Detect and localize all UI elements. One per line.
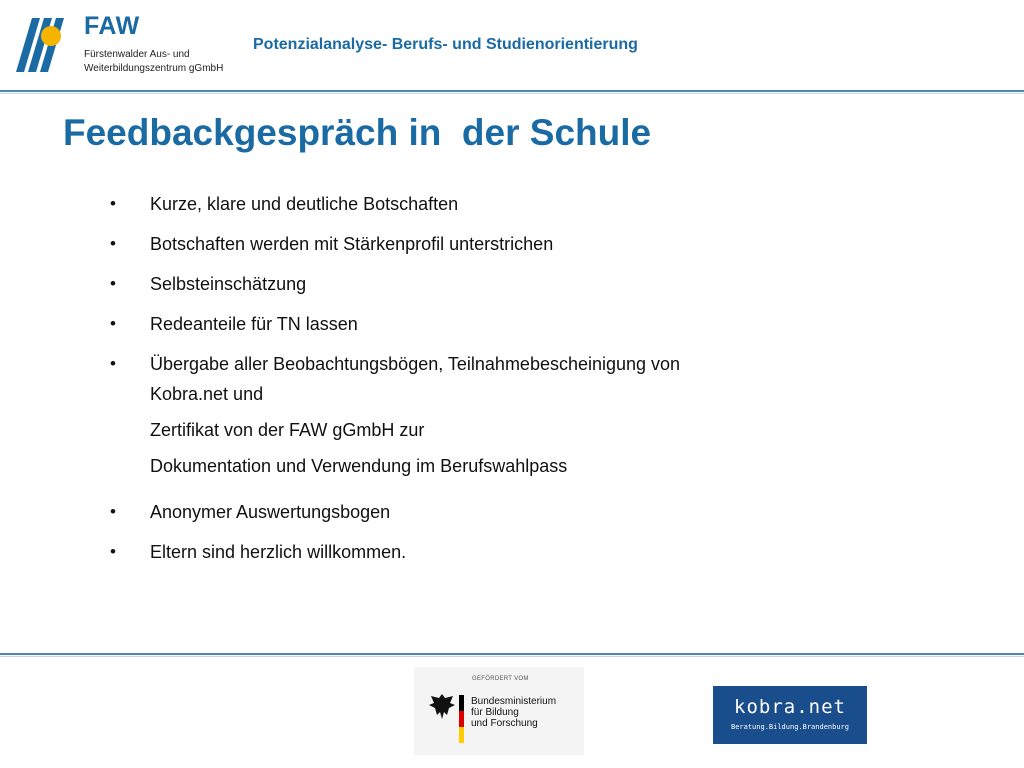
bullet-line: Übergabe aller Beobachtungsbögen, Teilnahmebescheinigung von [150, 354, 681, 374]
slide-title: Feedbackgespräch in der Schule [63, 112, 652, 153]
bullet-line: Kobra.net und [150, 384, 264, 404]
bullet-item [108, 540, 788, 564]
bullet-item [108, 232, 788, 256]
funded-by-label: GEFÖRDERT VOM [472, 676, 529, 682]
bullet-dot: • [110, 274, 116, 293]
logo-subtitle [84, 48, 223, 76]
kobra-tagline: Beratung.Bildung.Brandenburg [730, 723, 849, 731]
bullet-list [108, 192, 788, 580]
slide-header [0, 0, 1024, 90]
bullet-item [108, 312, 788, 336]
bullet-dot: • [110, 314, 116, 333]
bullet-line: Dokumentation und Verwendung im Berufswahlpass [150, 456, 568, 476]
bmbf-line-3: und Forschung [471, 718, 538, 729]
bullet-line: Zertifikat von der FAW gGmbH zur [150, 420, 425, 440]
footer-divider [0, 653, 1024, 655]
bullet-dot: • [110, 542, 116, 561]
header-divider-thin [0, 93, 1024, 94]
logo-sub-line-2: Weiterbildungszentrum gGmbH [84, 63, 224, 74]
bullet-text: Selbsteinschätzung [150, 274, 307, 294]
faw-logo-icon [16, 18, 71, 72]
bullet-text: Redeanteile für TN lassen [150, 314, 358, 334]
bmbf-line-1: Bundesministerium [471, 696, 557, 707]
header-title: Potenzialanalyse- Berufs- und Studienorientierung [253, 36, 638, 53]
federal-eagle-icon [428, 691, 456, 721]
bullet-text: Kurze, klare und deutliche Botschaften [150, 194, 459, 214]
header-divider [0, 90, 1024, 92]
kobra-logo [713, 686, 867, 744]
bullet-text: Anonymer Auswertungsbogen [150, 502, 391, 522]
bullet-item [108, 192, 788, 216]
bullet-multiline [150, 352, 788, 484]
bullet-text: Eltern sind herzlich willkommen. [150, 542, 407, 562]
footer-divider-thin [0, 656, 1024, 657]
bullet-dot: • [110, 502, 116, 521]
logo-sub-line-1: Fürstenwalder Aus- und [84, 49, 190, 60]
bullet-dot: • [110, 194, 116, 213]
german-flag-icon [459, 695, 464, 743]
bullet-item [108, 352, 788, 484]
logo-name: FAW [84, 12, 140, 40]
bmbf-name [471, 696, 556, 729]
bullet-dot: • [110, 234, 116, 253]
bullet-item [108, 272, 788, 296]
bullet-item [108, 500, 788, 524]
bmbf-line-2: für Bildung [471, 707, 519, 718]
kobra-name: kobra.net [734, 696, 846, 718]
bullet-dot: • [110, 354, 116, 373]
bullet-text: Botschaften werden mit Stärkenprofil unterstrichen [150, 234, 554, 254]
bmbf-logo [414, 667, 584, 755]
